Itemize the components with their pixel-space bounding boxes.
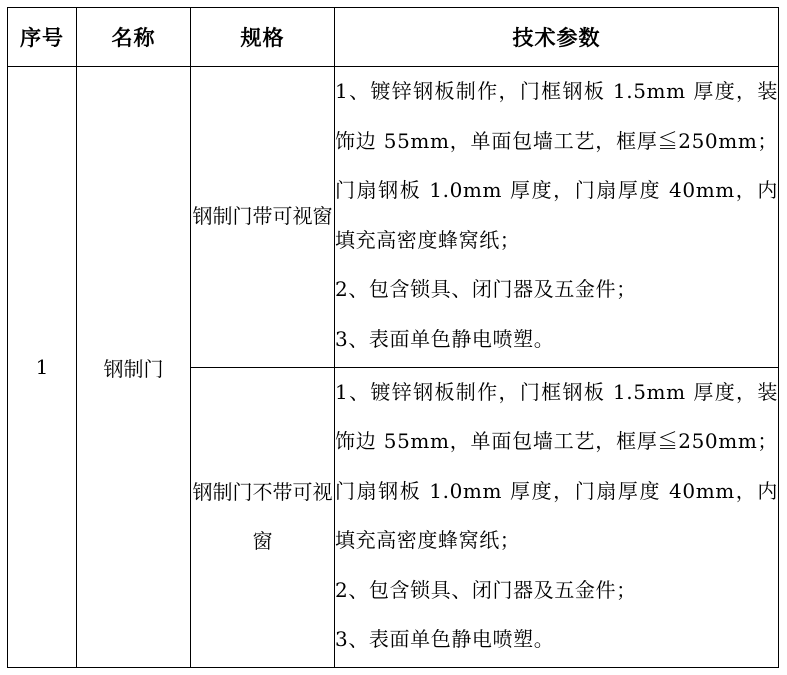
variant-spec-with-window: 钢制门带可视窗	[191, 67, 335, 368]
param-line: 1、镀锌钢板制作，门框钢板 1.5mm 厚度，装饰边 55mm，单面包墙工艺，框厚≦250mm；门扇钢板 1.0mm 厚度，门扇厚度 40mm，内填充高密度蜂窝纸；	[335, 79, 778, 252]
header-spec: 规格	[191, 8, 335, 67]
header-row	[8, 8, 779, 67]
header-index: 序号	[8, 8, 77, 67]
table-row	[8, 67, 779, 368]
param-line: 2、包含锁具、闭门器及五金件；	[335, 577, 637, 602]
header-name: 名称	[77, 8, 191, 67]
variant-params-without-window	[335, 367, 779, 668]
variant-spec-without-window: 钢制门不带可视窗	[191, 367, 335, 668]
spec-table	[7, 7, 779, 668]
param-line: 2、包含锁具、闭门器及五金件；	[335, 277, 637, 301]
row-name: 钢制门	[77, 67, 191, 668]
param-line: 3、表面单色静电喷塑。	[335, 326, 555, 351]
header-params: 技术参数	[335, 8, 779, 67]
variant-params-with-window	[335, 67, 779, 368]
row-index: 1	[8, 67, 77, 668]
param-line: 1、镀锌钢板制作，门框钢板 1.5mm 厚度，装饰边 55mm，单面包墙工艺，框厚≦250mm；门扇钢板 1.0mm 厚度，门扇厚度 40mm，内填充高密度蜂窝纸；	[335, 379, 778, 552]
param-line: 3、表面单色静电喷塑。	[335, 627, 555, 651]
